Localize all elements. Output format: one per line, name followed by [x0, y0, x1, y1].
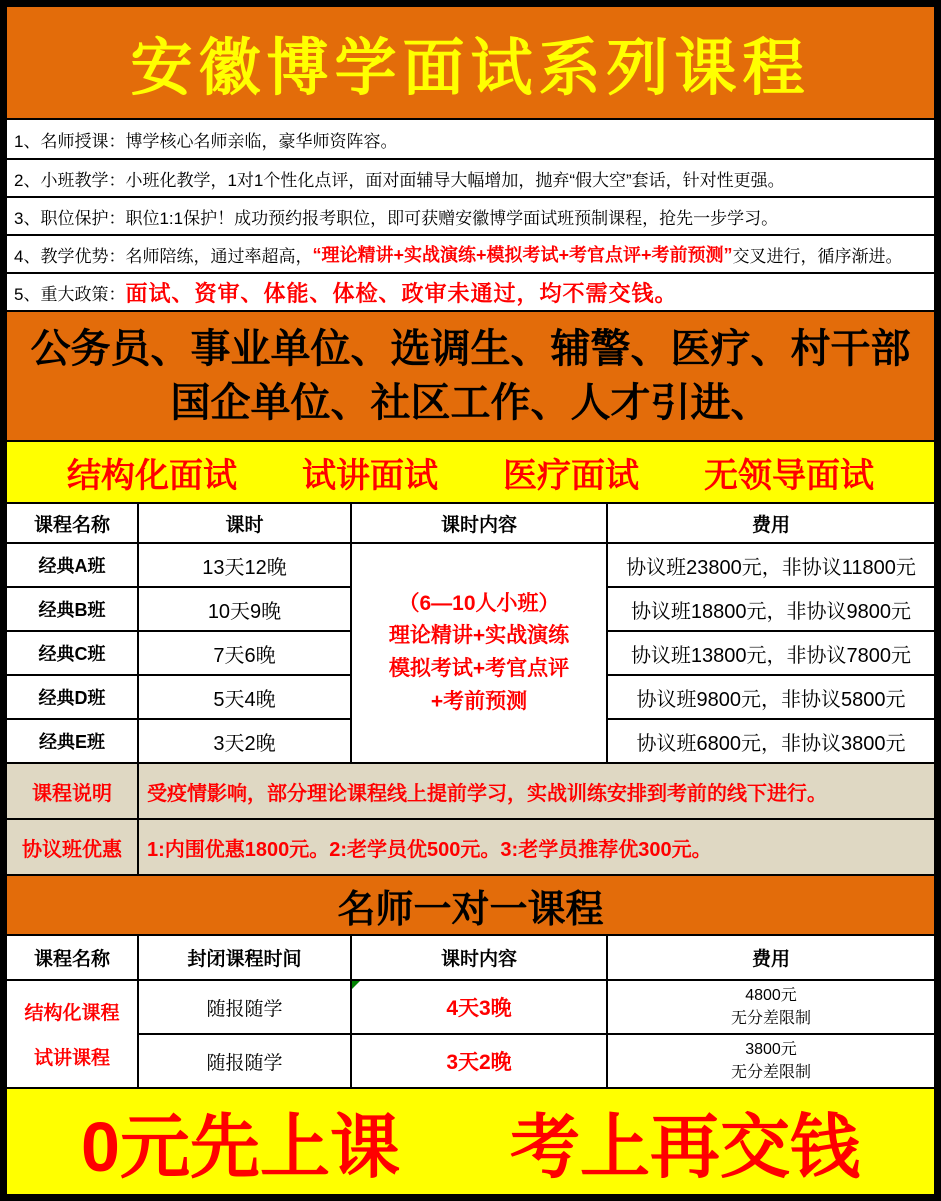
note-label: 课程说明	[7, 764, 137, 818]
duration-text: 3天2晚	[446, 1051, 512, 1074]
interview-types-banner	[7, 442, 934, 502]
note-label: 协议班优惠	[7, 820, 137, 874]
table-header-course-name: 课程名称	[7, 936, 137, 979]
course-duration: 3天2晚	[139, 720, 350, 762]
title-banner	[7, 7, 934, 118]
feature-text: 交叉进行，循序渐进。	[732, 246, 903, 266]
course-name: 经典B班	[7, 588, 137, 630]
course-name: 经典A班	[7, 544, 137, 586]
feature-text: 2、小班教学：小班化教学，1对1个性化点评，面对面辅导大幅增加，抛弃“假大空”套话，针对性更强。	[14, 170, 785, 190]
one-on-one-title: 名师一对一课程	[337, 888, 604, 931]
interview-type: 医疗面试	[503, 456, 639, 495]
note-text: 受疫情影响，部分理论课程线上提前学习，实战训练安排到考前的线下进行。	[139, 764, 934, 818]
feature-highlight: 面试、资审、体能、体检、政审未通过，均不需交钱。	[125, 280, 678, 306]
content-line: 模拟考试+考官点评	[388, 657, 570, 680]
feature-text: 3、职位保护：职位1:1保护！成功预约报考职位，即可获赠安徽博学面试班预制课程，抢先一步学习。	[14, 208, 779, 228]
slogan-left: 0元先上课	[81, 1108, 400, 1186]
table-header-fee: 费用	[608, 936, 934, 979]
cell-error-indicator	[352, 981, 360, 989]
poster-title: 安徽博学面试系列课程	[130, 34, 811, 103]
audience-line-1: 公务员、事业单位、选调生、辅警、医疗、村干部	[30, 327, 911, 371]
course-table	[7, 504, 934, 762]
feature-list	[7, 120, 934, 310]
content-line: （6—10人小班）	[398, 591, 560, 615]
feature-row	[7, 234, 934, 272]
interview-type: 无领导面试	[704, 456, 874, 495]
course-duration: 5天4晚	[139, 676, 350, 718]
course-name: 结构化课程	[24, 1003, 120, 1024]
content-line: 理论精讲+实战演练	[388, 624, 570, 648]
one-on-one-table	[7, 936, 934, 1087]
course-duration	[352, 981, 606, 1033]
slogan-banner	[7, 1089, 934, 1194]
interview-type: 结构化面试	[67, 456, 237, 495]
course-fee: 协议班9800元，非协议5800元	[608, 676, 934, 718]
course-duration: 7天6晚	[139, 632, 350, 674]
course-duration: 13天12晚	[139, 544, 350, 586]
table-header-schedule: 封闭课程时间	[139, 936, 350, 979]
feature-row	[7, 272, 934, 310]
content-line: +考前预测	[430, 689, 528, 713]
course-schedule: 随报随学	[139, 981, 350, 1033]
course-fee: 协议班23800元，非协议11800元	[608, 544, 934, 586]
one-on-one-title-banner	[7, 876, 934, 934]
course-name: 经典C班	[7, 632, 137, 674]
course-fee	[608, 1035, 934, 1087]
duration-text: 4天3晚	[446, 997, 512, 1020]
note-text: 1:内围优惠1800元。2:老学员优500元。3:老学员推荐优300元。	[139, 820, 934, 874]
table-header-fee: 费用	[608, 504, 934, 542]
course-schedule: 随报随学	[139, 1035, 350, 1087]
course-fee	[608, 981, 934, 1033]
course-duration: 10天9晚	[139, 588, 350, 630]
course-duration	[352, 1035, 606, 1087]
slogan-right: 考上再交钱	[509, 1108, 860, 1186]
course-name: 经典E班	[7, 720, 137, 762]
fee-note: 无分差限制	[730, 1010, 811, 1027]
audience-line-2: 国企单位、社区工作、人才引进、	[170, 381, 771, 425]
course-fee: 协议班18800元，非协议9800元	[608, 588, 934, 630]
feature-text: 5、重大政策：	[14, 284, 126, 304]
feature-row	[7, 158, 934, 196]
interview-type: 试讲面试	[302, 456, 438, 495]
fee-note: 无分差限制	[730, 1064, 811, 1081]
feature-text: 1、名师授课：博学核心名师亲临，豪华师资阵容。	[14, 131, 398, 151]
course-name: 经典D班	[7, 676, 137, 718]
table-header-hours: 课时	[139, 504, 350, 542]
one-on-one-course-names	[7, 981, 137, 1087]
table-header-course-name: 课程名称	[7, 504, 137, 542]
fee-amount: 4800元	[745, 986, 797, 1004]
audience-banner	[7, 312, 934, 440]
course-name: 试讲课程	[33, 1048, 110, 1069]
table-header-content: 课时内容	[352, 936, 606, 979]
notes-table	[7, 764, 934, 874]
feature-text: 4、教学优势：名师陪练，通过率超高，	[14, 246, 313, 266]
feature-row	[7, 120, 934, 158]
fee-amount: 3800元	[745, 1040, 797, 1058]
table-header-content: 课时内容	[352, 504, 606, 542]
course-fee: 协议班13800元，非协议7800元	[608, 632, 934, 674]
feature-row	[7, 196, 934, 234]
course-content-cell	[352, 544, 606, 762]
feature-highlight: “理论精讲+实战演练+模拟考试+考官点评+考前预测”	[312, 245, 733, 265]
course-fee: 协议班6800元，非协议3800元	[608, 720, 934, 762]
